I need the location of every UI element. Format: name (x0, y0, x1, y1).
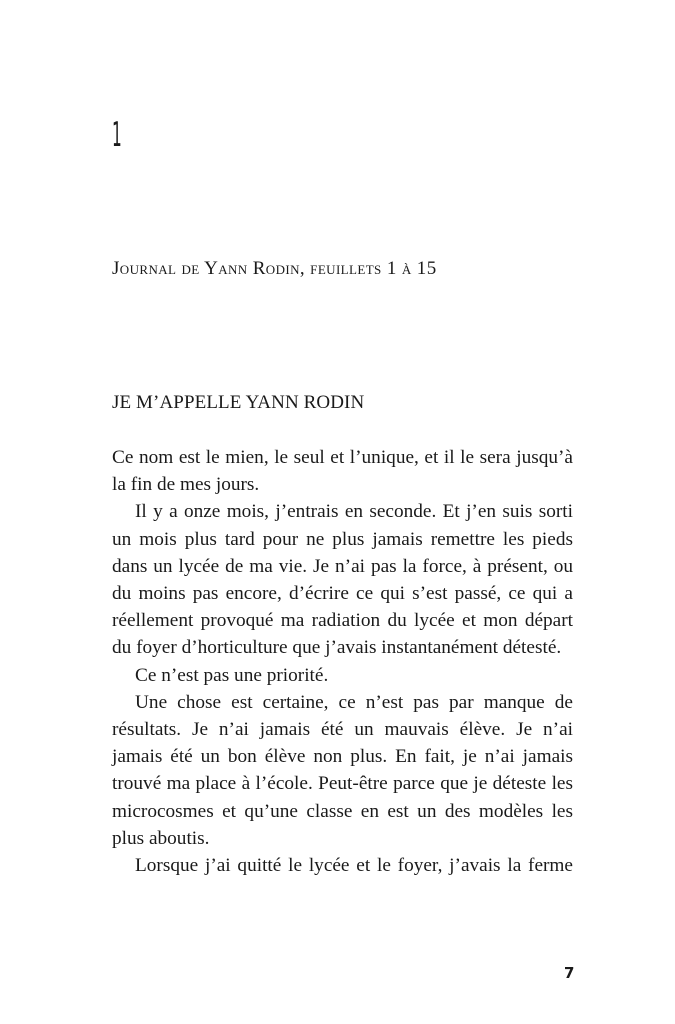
page-number: 7 (564, 964, 575, 982)
paragraph: Ce n’est pas une priorité. (135, 664, 329, 686)
section-heading: JE M’APPELLE YANN RODIN (112, 392, 365, 413)
chapter-number: 1 (112, 115, 122, 155)
chapter-title: Journal de Yann Rodin, feuillets 1 à 15 (112, 258, 437, 279)
paragraph: Une chose est certaine, ce n’est pas par manque de résultats. Je n’ai jamais été un mauvais élève. Je n’ai jamais été un bon élève non plus. En fait, je n’ai jamais trouvé ma place à l’école. Peut-être parce que je déteste les microcosmes et qu’une classe en est un des modèles les plus aboutis. (112, 691, 573, 849)
paragraph: Ce nom est le mien, le seul et l’unique, et il le sera jusqu’à la fin de mes jours. (112, 447, 573, 496)
body-text (112, 444, 573, 879)
paragraph: Lorsque j’ai quitté le lycée et le foyer, j’avais la ferme (135, 855, 573, 877)
paragraph: Il y a onze mois, j’entrais en seconde. Et j’en suis sorti un mois plus tard pour ne plus jamais remettre les pieds dans un lycée de ma vie. Je n’ai pas la force, à présent, ou du moins pas encore, d’écrire ce qui s’est passé, ce qui a réellement provoqué ma radiation du lycée et mon départ du foyer d’horticulture que j’avais instantanément détesté. (112, 501, 573, 659)
